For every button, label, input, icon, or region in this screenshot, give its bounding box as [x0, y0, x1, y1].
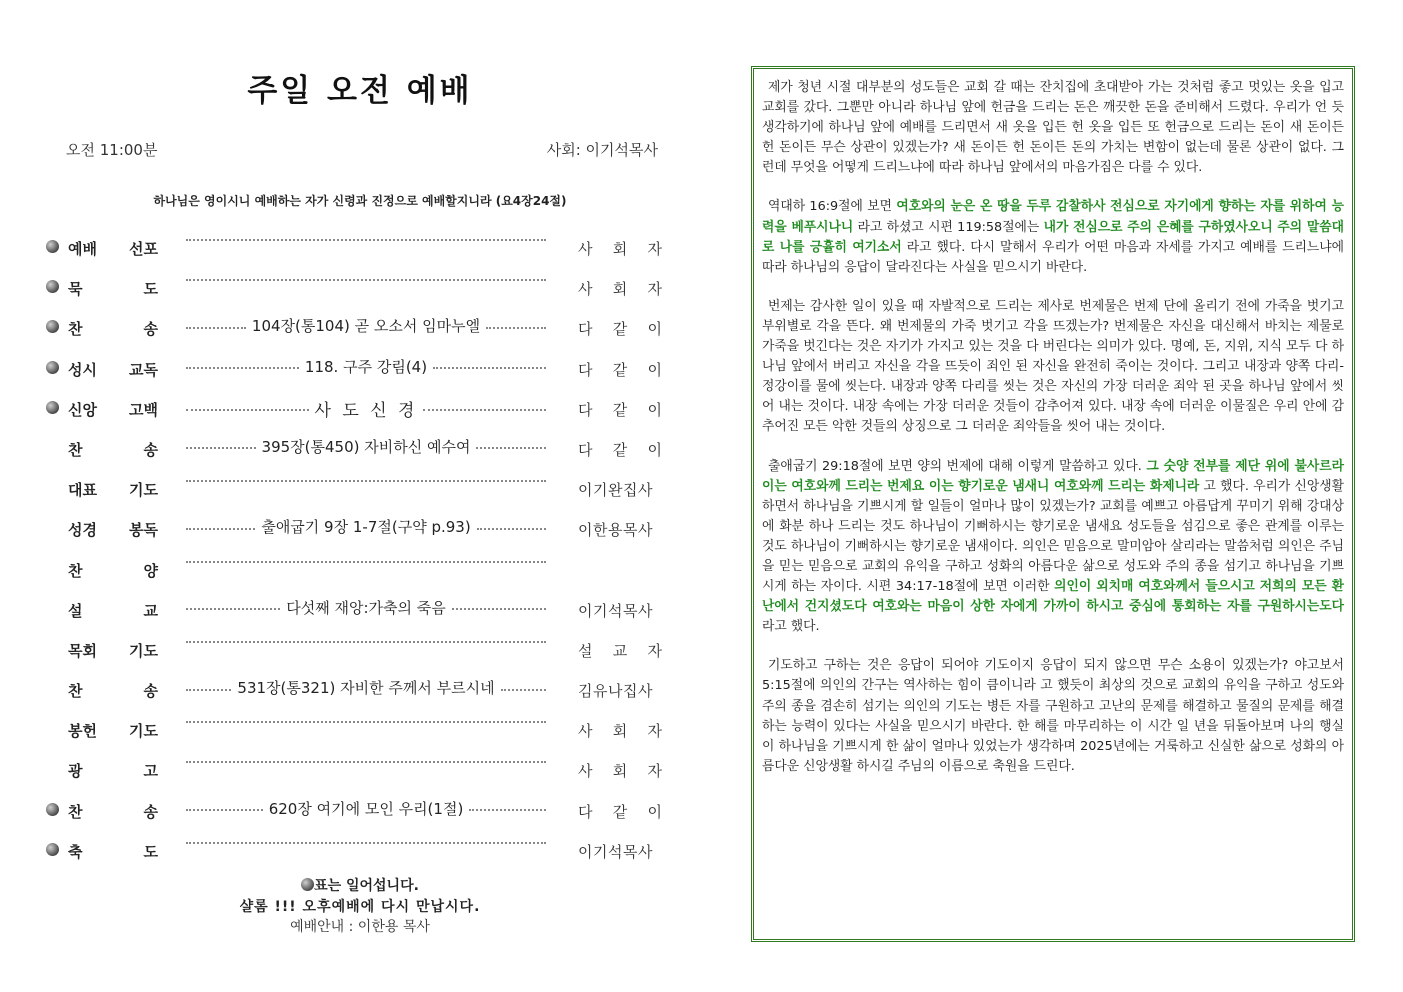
- stand-note: 표는 일어섭니다.: [314, 878, 419, 894]
- name-part: 광: [68, 762, 83, 781]
- order-item-name: [68, 278, 158, 299]
- leader-part: 같: [612, 320, 628, 339]
- order-row: [46, 629, 662, 669]
- order-item-leader: [578, 640, 662, 661]
- order-item-detail: [186, 356, 546, 377]
- order-item-name: [68, 760, 158, 781]
- leader-part: 김유나집사: [578, 682, 653, 701]
- leader-part: 이기완집사: [578, 481, 653, 500]
- paragraph-text: 고 했다. 우리가 신앙생활 하면서 하나님을 기쁘시게 할 일들이 얼마나 많이 있겠는가? 교회를 예쁘고 아름답게 꾸미기 위해 강대상에 화분 하나 드리는 것도 하나님이 기뻐하시는 향기로운 냄새요 성도들을 섬김으로 좋은 관계를 이루는 것도 하나님이 기뻐하시는 향기로운 냄새이다. 의인은 믿음으로 말미암아 살리라는 말씀처럼 의인은 주님을 믿는 믿음으로 교회의 유익을 구하고 성화의 아름다운 삶으로 성도와 주의 종을 섬기고 하나님을 기쁘시게 하는 자이다. 시편 34:17-18절에 보면 이러한: [762, 478, 1344, 595]
- leader-part: 이한용목사: [578, 521, 653, 540]
- order-item-leader: [578, 359, 662, 380]
- detail-text: 사 도 신 경: [314, 400, 418, 421]
- order-item-leader: [578, 238, 662, 259]
- order-item-leader: [578, 760, 662, 781]
- name-part: 도: [143, 280, 158, 299]
- order-row: [46, 669, 662, 709]
- bullet-icon: [301, 878, 314, 891]
- order-item-leader: [578, 600, 662, 621]
- paragraph-text: 라고 했다. 다시 말해서 우리가 어떤 마음과 자세를 가지고 예배를 드리느냐에 따라 하나님의 응답이 달라진다는 사실을 믿으시기 바란다.: [762, 239, 1345, 275]
- order-item-leader: [578, 801, 662, 822]
- scripture-quote: 의인이 외치매 여호와께서 들으시고 저희의 모든 환난에서 건지셨도다 여호와는 마음이 상한 자에게 가까이 하시고 중심에 통회하는 자를 구원하시는도다: [762, 579, 1344, 615]
- name-part: 성경: [68, 521, 97, 540]
- leader-part: 이: [647, 802, 662, 821]
- name-part: 송: [143, 802, 158, 821]
- leader-part: 자: [647, 280, 662, 299]
- leader-part: 자: [647, 762, 662, 781]
- order-item-detail: [186, 757, 546, 763]
- name-part: 찬: [68, 320, 83, 339]
- leader-part: 자: [647, 240, 662, 258]
- order-row: [46, 790, 662, 830]
- dotted-leader: [186, 447, 256, 449]
- order-item-name: [68, 359, 158, 380]
- paragraph-text: 라고 하셨고 시편 119:58절에는: [853, 219, 1044, 235]
- dotted-leader: [186, 561, 546, 563]
- name-part: 묵: [68, 280, 83, 299]
- order-item-name: [68, 318, 158, 339]
- leader-part: 이: [647, 360, 662, 379]
- leader-part: 같: [612, 360, 628, 379]
- dotted-leader: [501, 689, 546, 691]
- order-item-leader: [578, 318, 662, 339]
- name-part: 송: [143, 320, 158, 339]
- leader-part: 다: [578, 360, 593, 379]
- order-item-detail: [186, 235, 546, 241]
- leader-part: 다: [578, 320, 593, 339]
- dotted-leader: [186, 608, 280, 610]
- leader-part: 사: [578, 240, 593, 258]
- leader-part: 이: [647, 440, 662, 459]
- detail-text: 다섯째 재앙:가축의 죽음: [286, 598, 446, 617]
- leader-part: 회: [612, 280, 628, 299]
- leader-part: 설: [578, 641, 593, 660]
- order-list: [46, 227, 662, 870]
- dotted-leader: [186, 809, 263, 811]
- order-item-detail: [186, 557, 546, 563]
- dotted-leader: [452, 608, 546, 610]
- order-item-name: [68, 399, 158, 420]
- dotted-leader: [186, 842, 546, 844]
- name-part: 찬: [68, 682, 83, 701]
- name-part: 교독: [129, 360, 158, 379]
- detail-text: 531장(통321) 자비한 주께서 부르시네: [237, 679, 495, 698]
- order-item-name: [68, 238, 158, 259]
- paragraph-text: 출애굽기 29:18절에 보면 양의 번제에 대해 이렇게 말씀하고 있다.: [768, 458, 1147, 474]
- name-part: 신앙: [68, 400, 97, 419]
- dotted-leader: [186, 528, 255, 530]
- order-item-detail: [186, 597, 546, 618]
- dotted-leader: [186, 689, 231, 691]
- dotted-leader: [186, 409, 309, 411]
- order-item-leader: [578, 841, 662, 862]
- order-row: [46, 589, 662, 629]
- name-part: 송: [143, 682, 158, 701]
- order-row: [46, 549, 662, 589]
- detail-text: 출애굽기 9장 1-7절(구약 p.93): [261, 518, 471, 537]
- dotted-leader: [186, 279, 546, 281]
- order-row: [46, 428, 662, 468]
- paragraph-text: 번제는 감사한 일이 있을 때 자발적으로 드리는 제사로 번제물은 번제 단에 올리기 전에 가죽을 벗기고 부위별로 각을 뜬다. 왜 번제물의 가죽 벗기고 각을 뜨겠는가? 번제물은 자신을 대신해서 바치는 제물로 가죽을 벗긴다는 것은 자기가 가지고 있는 것을 다 버린다는 의미가 있다. 명예, 돈, 지위, 지식 모두 다 하나님 앞에서 버리고 자신을 각을 뜨듯이 죄인 된 자신을 완전히 죽이는 것이다. 그리고 내장과 양쪽 다리-정강이를 물에 씻는다. 내장과 양쪽 다리를 씻는 것은 자신의 가장 더러운 죄악 된 곳을 하나님 앞에서 씻어 내는 것이다. 내장 속에는 가장 더러운 것들이 감추어져 있다. 내장 속에 더러운 이물질은 우리 안에 감추어진 모든 악한 것들의 상징으로 그 더러운 죄악들을 씻어 내는 것이다.: [762, 298, 1344, 435]
- order-item-leader: [578, 479, 662, 500]
- order-item-detail: [186, 838, 546, 844]
- leader-part: 회: [612, 762, 628, 781]
- order-item-detail: [186, 315, 546, 336]
- name-part: 축: [68, 842, 83, 861]
- order-row: [46, 749, 662, 789]
- dotted-leader: [186, 761, 546, 763]
- order-item-detail: [186, 396, 546, 421]
- dotted-leader: [486, 327, 546, 329]
- name-part: 도: [143, 842, 158, 861]
- worship-order-panel: [40, 55, 680, 955]
- theme-verse: 하나님은 영이시니 예배하는 자가 신령과 진정으로 예배할지니라 (요4장24절): [153, 194, 567, 208]
- article-paragraph: [762, 197, 1344, 277]
- order-item-name: [68, 519, 158, 540]
- name-part: 봉독: [129, 521, 158, 540]
- detail-text: 620장 여기에 모인 우리(1절): [268, 799, 464, 818]
- dotted-leader: [469, 809, 546, 811]
- order-row: [46, 388, 662, 428]
- name-part: 기도: [129, 722, 158, 741]
- order-item-detail: [186, 436, 546, 457]
- name-part: 찬: [68, 802, 83, 821]
- service-guide: 예배안내 : 이한용 목사: [290, 919, 430, 935]
- leader-part: 자: [647, 641, 662, 660]
- order-row: [46, 830, 662, 870]
- order-row: [46, 348, 662, 388]
- leader-part: 사: [578, 762, 593, 781]
- paragraph-text: 역대하 16:9절에 보면: [768, 199, 897, 215]
- name-part: 고백: [129, 400, 158, 419]
- paragraph-text: 제가 청년 시절 대부분의 성도들은 교회 갈 때는 잔치집에 초대받아 가는 것처럼 좋고 멋있는 옷을 입고 교회를 갔다. 그뿐만 아니라 하나님 앞에 헌금을 드리는 돈은 깨끗한 돈을 준비해서 드렸다. 우리가 언 듯 생각하기에 하나님 앞에 예배를 드리면서 새 옷을 입든 헌 옷을 입든 또 헌금으로 드리는 돈이 새 돈이든 헌 돈이든 무슨 상관이 있겠는가? 새 돈이든 헌 돈이든 돈의 가치는 변함이 없는데 물론 상관이 없다. 그런데 무엇을 어떻게 드리느냐에 따라 하나님 앞에서의 마음가짐은 다를 수 있다.: [762, 80, 1344, 176]
- order-item-name: [68, 841, 158, 862]
- leader-part: 같: [612, 440, 628, 459]
- dotted-leader: [186, 327, 246, 329]
- leader-part: 같: [612, 802, 628, 821]
- bullet-icon: [46, 240, 59, 253]
- order-item-detail: [186, 476, 546, 482]
- order-item-leader: [578, 720, 662, 741]
- leader-part: 다: [578, 802, 593, 821]
- name-part: 기도: [129, 481, 158, 500]
- order-item-leader: [578, 278, 662, 299]
- leader-part: 회: [612, 240, 628, 258]
- order-item-detail: [186, 677, 546, 698]
- leader-part: 회: [612, 722, 628, 741]
- order-row: [46, 307, 662, 347]
- bullet-icon: [46, 320, 59, 333]
- order-row: [46, 267, 662, 307]
- leader-part: 이: [647, 400, 662, 419]
- leader-part: 사: [578, 280, 593, 299]
- order-item-name: [68, 560, 158, 581]
- paragraph-text: 라고 했다.: [762, 619, 820, 635]
- dotted-leader: [186, 239, 546, 241]
- leader-part: 이기석목사: [578, 842, 653, 861]
- bullet-icon: [46, 803, 59, 816]
- detail-text: 395장(통450) 자비하신 예수여: [261, 437, 471, 456]
- detail-text: 104장(통104) 곧 오소서 임마누엘: [251, 317, 481, 336]
- name-part: 송: [143, 440, 158, 459]
- order-item-detail: [186, 637, 546, 643]
- leader-part: 사: [578, 722, 593, 741]
- leader-part: 자: [647, 722, 662, 741]
- name-part: 대표: [68, 481, 97, 500]
- dotted-leader: [433, 367, 546, 369]
- service-host: 사회: 이기석목사: [546, 141, 658, 159]
- dotted-leader: [476, 447, 546, 449]
- leader-part: 같: [612, 400, 628, 419]
- article-paragraph: [762, 656, 1344, 777]
- order-row: [46, 227, 662, 267]
- name-part: 목회: [68, 641, 97, 660]
- dotted-leader: [423, 409, 546, 411]
- leader-part: 다: [578, 440, 593, 459]
- name-part: 찬: [68, 440, 83, 459]
- name-part: 선포: [129, 240, 158, 258]
- bullet-icon: [46, 280, 59, 293]
- scripture-quote: 여호와의 눈은 온 땅을 두루 감찰하사 전심으로 자기에게 향하는 자를 위하여 능력을 베푸시나니: [762, 199, 1344, 235]
- name-part: 기도: [129, 641, 158, 660]
- detail-text: 118. 구주 강림(4): [304, 357, 428, 376]
- dotted-leader: [186, 367, 299, 369]
- dotted-leader: [186, 480, 546, 482]
- dotted-leader: [186, 721, 546, 723]
- page-title: 주일 오전 예배: [247, 73, 473, 109]
- order-row: [46, 709, 662, 749]
- footer: [40, 875, 680, 936]
- leader-part: 다: [578, 400, 593, 419]
- order-item-name: [68, 680, 158, 701]
- order-item-detail: [186, 275, 546, 281]
- article-paragraph: [762, 297, 1344, 438]
- name-part: 찬: [68, 561, 83, 580]
- scripture-quote: 그 숫양 전부를 제단 위에 불사르라 이는 여호와께 드리는 번제요 이는 향기로운 냄새니 여호와께 드리는 화제니라: [762, 458, 1344, 494]
- order-item-leader: [578, 519, 662, 540]
- order-item-detail: [186, 798, 546, 819]
- service-time: 오전 11:00분: [66, 141, 158, 159]
- order-item-name: [68, 600, 158, 621]
- order-item-name: [68, 479, 158, 500]
- name-part: 교: [143, 601, 158, 620]
- order-item-leader: [578, 439, 662, 460]
- greeting: 샬롬 !!! 오후예배에 다시 만납시다.: [239, 899, 481, 915]
- order-item-name: [68, 439, 158, 460]
- bullet-icon: [46, 401, 59, 414]
- order-item-detail: [186, 516, 546, 537]
- name-part: 성시: [68, 360, 97, 379]
- article-paragraph: [762, 78, 1344, 178]
- order-item-name: [68, 801, 158, 822]
- name-part: 고: [143, 762, 158, 781]
- sermon-column: [751, 66, 1355, 942]
- order-item-name: [68, 640, 158, 661]
- order-item-name: [68, 720, 158, 741]
- name-part: 양: [143, 561, 158, 580]
- order-row: [46, 468, 662, 508]
- scripture-quote: 내가 전심으로 주의 은혜를 구하였사오니 주의 말씀대로 나를 긍휼히 여기소서: [762, 219, 1344, 255]
- name-part: 예배: [68, 240, 97, 258]
- name-part: 봉헌: [68, 722, 97, 741]
- bullet-icon: [46, 361, 59, 374]
- leader-part: 교: [612, 641, 628, 660]
- paragraph-text: 기도하고 구하는 것은 응답이 되어야 기도이지 응답이 되지 않으면 무슨 소용이 있겠는가? 야고보서 5:15절에 의인의 간구는 역사하는 힘이 큼이니라 고 했듯이 최상의 것으로 교회의 유익을 구하고 성도와 주의 종을 겸손히 섬기는 의인의 기도는 병든 자를 구원하고 고난의 문제를 해결하고 물질의 문제를 해결하는 능력이 있다는 사실을 믿으시기 바란다. 한 해를 마무리하는 이 시간 일 년을 뒤돌아보며 나의 행실이 하나님을 기쁘시게 한 삶이 얼마나 있었는가 생각하며 2025년에는 거룩하고 신실한 삶으로 성화의 아름다운 신앙생활 하시길 주님의 이름으로 축원을 드린다.: [762, 658, 1344, 774]
- bullet-icon: [46, 843, 59, 856]
- name-part: 설: [68, 601, 83, 620]
- order-row: [46, 508, 662, 548]
- order-item-leader: [578, 680, 662, 701]
- leader-part: 이: [647, 320, 662, 339]
- order-item-detail: [186, 717, 546, 723]
- dotted-leader: [186, 641, 546, 643]
- article-paragraph: [762, 457, 1344, 638]
- dotted-leader: [477, 528, 546, 530]
- order-item-leader: [578, 399, 662, 420]
- leader-part: 이기석목사: [578, 601, 653, 620]
